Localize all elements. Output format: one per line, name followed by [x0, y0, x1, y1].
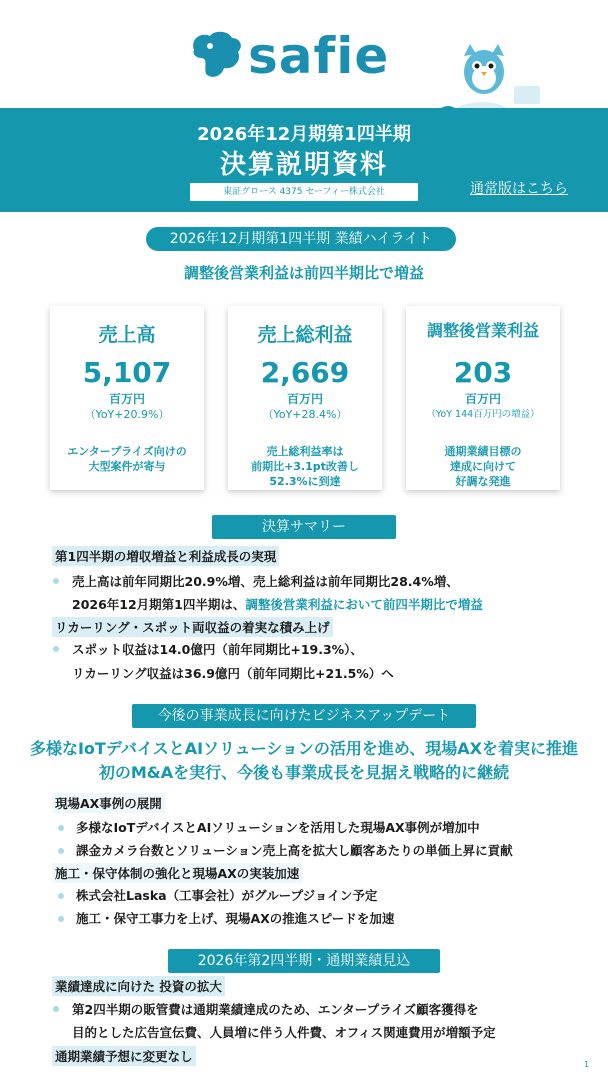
summary-bullet-1-line-1: 売上高は前年同期比20.9%増、売上総利益は前年同期比28.4%増、: [72, 574, 459, 589]
business-lead-1: 多様なIoTデバイスとAIソリューションの活用を進め、現場AXを着実に推進: [29, 739, 579, 758]
summary-heading-1: 第1四半期の増収増益と利益成長の実現: [52, 546, 279, 566]
banner-period-title: 2026年12月期第1四半期: [197, 124, 411, 145]
kpi-card-adjusted-operating-profit: [406, 306, 560, 490]
kpi-value: 5,107: [82, 356, 172, 389]
bullet-dot: [58, 893, 64, 899]
summary-bullet-1-line-2: 2026年12月期第1四半期は、調整後営業利益において前四半期比で増益: [72, 597, 483, 612]
kpi-note: エンタープライズ向けの 大型案件が寄与: [67, 445, 187, 473]
kpi-note: 通期業績目標の 達成に向けて 好調な発進: [444, 445, 522, 488]
summary-bullet-2-line-2: リカーリング収益は36.9億円（前年同期比+21.5%）へ: [72, 666, 394, 681]
kpi-card-gross-profit: [228, 306, 382, 490]
kpi-value: 203: [453, 356, 513, 389]
kpi-value: 2,669: [260, 356, 350, 389]
summary-heading-2: リカーリング・スポット両収益の着実な積み上げ: [52, 617, 333, 637]
business-lead-2: 初のM&Aを実行、今後も事業成長を見据え戦略的に継続: [98, 763, 510, 782]
kpi-unit: 百万円: [108, 392, 145, 406]
bird-logo-icon: [188, 30, 244, 82]
bullet-dot: [53, 1006, 59, 1012]
outlook-heading-1: 業績達成に向けた 投資の拡大: [52, 976, 225, 996]
kpi-note: 売上総利益率は 前期比+3.1pt改善し 52.3%に到達: [251, 445, 359, 488]
kpi-unit: 百万円: [464, 392, 501, 406]
business-heading-2: 施工・保守体制の強化と現場AXの実装加速: [52, 863, 302, 883]
kpi-unit: 百万円: [286, 392, 323, 406]
banner-main-title: 決算説明資料: [219, 150, 388, 180]
safie-logo[interactable]: [188, 27, 390, 85]
title-banner: [0, 108, 608, 212]
business-pill: 今後の事業成長に向けたビジネスアップデート: [132, 704, 476, 728]
kpi-title: 売上高: [98, 324, 156, 346]
business-heading-1: 現場AX事例の展開: [52, 793, 165, 813]
business-bullet-2: 課金カメラ台数とソリューション売上高を拡大し顧客あたりの単価上昇に貢献: [76, 843, 513, 858]
kpi-title: 売上総利益: [257, 324, 353, 346]
bullet-dot: [53, 578, 59, 584]
bullet-dot: [58, 848, 64, 854]
highlights-subhead: 調整後営業利益は前四半期比で増益: [183, 264, 424, 282]
bullet-dot: [53, 646, 59, 652]
kpi-title: 調整後営業利益: [426, 321, 539, 340]
ticker-label: 東証グロース 4375 セーフィー株式会社: [190, 183, 418, 201]
kpi-card-sales: [50, 306, 204, 490]
outlook-bullet-1-line-2: 目的とした広告宣伝費、人員増に伴う人件費、オフィス関連費用が増額予定: [72, 1025, 496, 1040]
bullet-dot: [58, 916, 64, 922]
header: [0, 0, 608, 108]
summary-bullet-2-line-1: スポット収益は14.0億円（前年同期比+19.3%）、: [72, 642, 363, 657]
kpi-yoy: （YoY+28.4%）: [262, 408, 348, 421]
outlook-bullet-1-line-1: 第2四半期の販管費は通期業績達成のため、エンタープライズ顧客獲得を: [72, 1002, 479, 1017]
kpi-yoy: （YoY 144百万円の増益）: [426, 409, 540, 420]
bullet-dot: [58, 825, 64, 831]
normal-version-link[interactable]: 通常版はこちら: [470, 181, 568, 197]
business-bullet-1: 多様なIoTデバイスとAIソリューションを活用した現場AX事例が増加中: [76, 820, 480, 835]
business-bullet-3: 株式会社Laska（工事会社）がグループジョイン予定: [76, 888, 378, 903]
summary-pill: 決算サマリー: [212, 515, 396, 539]
outlook-pill: 2026年第2四半期・通期業績見込: [168, 949, 440, 973]
page-number: 1: [584, 1060, 590, 1069]
kpi-yoy: （YoY+20.9%）: [84, 408, 170, 421]
outlook-heading-2: 通期業績予想に変更なし: [52, 1046, 196, 1066]
business-bullet-4: 施工・保守工事力を上げ、現場AXの推進スピードを加速: [76, 911, 395, 926]
highlights-pill: 2026年12月期第1四半期 業績ハイライト: [146, 227, 456, 251]
logo-wordmark: safie: [248, 27, 390, 85]
